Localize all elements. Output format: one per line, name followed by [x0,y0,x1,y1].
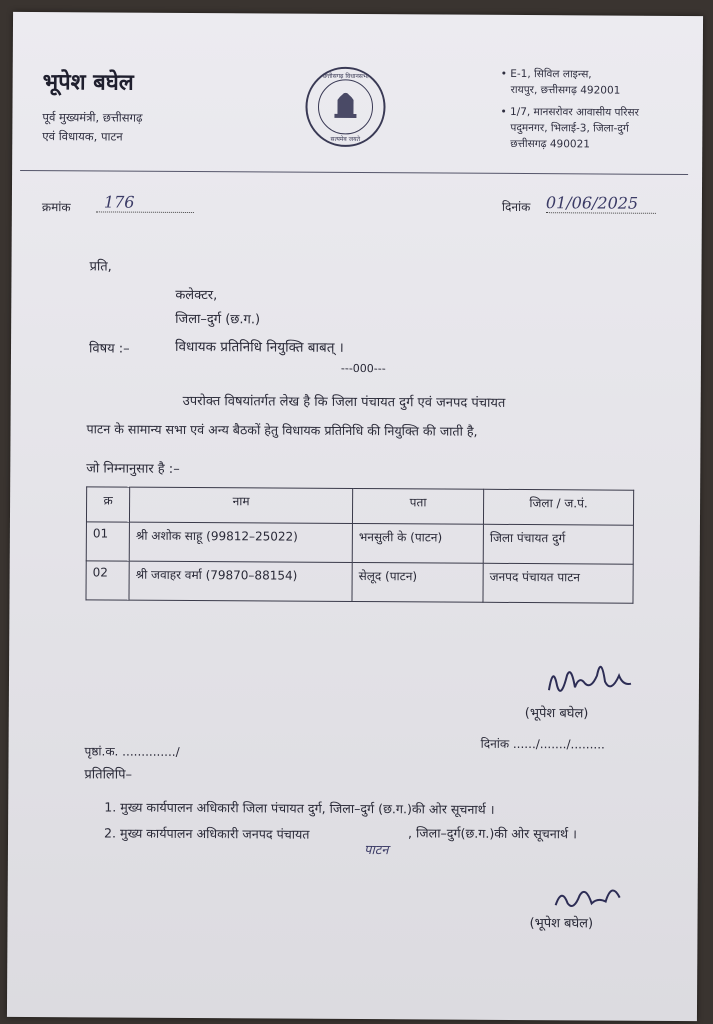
header-divider [20,170,688,175]
address2-line2: पदुमनगर, भिलाई-3, जिला-दुर्ग [510,121,629,135]
recipient-line2: जिला–दुर्ग (छ.ग.) [175,311,261,328]
recipient-line1: कलेक्टर, [175,287,218,304]
row2-address: सेलूद (पाटन) [352,562,483,602]
copy-label: प्रतिलिपि– [84,767,133,783]
header-address: पता [352,488,483,524]
separator: ---000--- [340,361,386,376]
header-serial: क्र [86,487,129,522]
copy-item-2-part2: , जिला–दुर्ग(छ.ग.)की ओर सूचनार्थ । [408,825,577,842]
seal-text-top: छत्तीसगढ़ विधानसभा [322,72,369,81]
header-district: जिला / ज.पं. [483,489,633,525]
reference-label: क्रमांक [41,200,71,215]
address2-line3: छत्तीसगढ़ 490021 [510,137,591,151]
address1-line1: • E-1, सिविल लाइन्स, [500,67,592,81]
recipient-to: प्रति, [89,259,112,275]
body-line3: जो निम्नानुसार है :– [86,461,180,477]
subject-label: विषय :– [88,341,130,357]
row2-serial: 02 [86,561,129,600]
signature-mark-1 [539,645,639,706]
signature2-name: (भूपेश बघेल) [529,916,594,932]
endorsement-ref: पृष्ठां.क. ............../ [84,744,180,759]
signature-mark-2 [548,875,628,915]
signature1-name: (भूपेश बघेल) [524,706,589,722]
seal-text-bottom: सत्यमेव जयते [330,135,361,144]
address2-line1: • 1/7, मानसरोवर आवासीय परिसर [500,105,639,119]
designation-line1: पूर्व मुख्यमंत्री, छत्तीसगढ़ [42,110,143,125]
row1-address: भनसुली के (पाटन) [352,523,483,563]
letterhead-name: भूपेश बघेल [42,70,134,96]
copy-item-2-handwritten: पाटन [363,843,389,859]
date-label: दिनांक [501,199,531,215]
body-line1: उपरोक्त विषयांतर्गत लेख है कि जिला पंचायत दुर्ग एवं जनपद पंचायत [182,393,506,411]
body-line2: पाटन के सामान्य सभा एवं अन्य बैठकों हेतु विधायक प्रतिनिधि की नियुक्ति की जाती है, [86,421,478,439]
assembly-seal-icon [304,66,386,148]
header-name: नाम [129,487,352,523]
row2-name: श्री जवाहर वर्मा (79870–88154) [129,561,352,601]
row1-district: जिला पंचायत दुर्ग [483,524,633,564]
designation-line2: एवं विधायक, पाटन [42,129,123,144]
table-header-row [86,487,633,525]
subject-text: विधायक प्रतिनिधि नियुक्ति बाबत् । [174,338,344,356]
table-row [86,561,633,603]
address1-line2: रायपुर, छत्तीसगढ़ 492001 [510,83,621,97]
copy-item-2-part1: 2. मुख्य कार्यपालन अधिकारी जनपद पंचायत [104,825,310,842]
copy-item-1: 1. मुख्य कार्यपालन अधिकारी जिला पंचायत दुर्ग, जिला–दुर्ग (छ.ग.)की ओर सूचनार्थ । [104,799,495,817]
row2-district: जनपद पंचायत पाटन [483,563,633,603]
letter-page [7,12,703,1021]
row1-serial: 01 [86,522,129,561]
endorsement-date: दिनांक ....../......./......... [480,736,605,752]
table-row [86,522,633,564]
reference-value: 176 [96,192,194,213]
date-value: 01/06/2025 [546,193,656,214]
row1-name: श्री अशोक साहू (99812–25022) [129,522,352,562]
appointee-table [85,486,634,603]
